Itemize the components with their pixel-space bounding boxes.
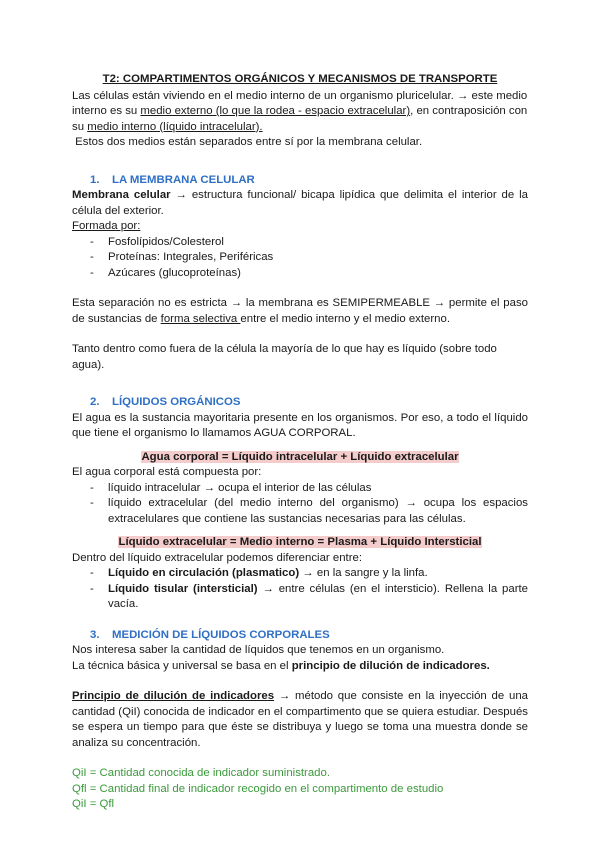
water-paragraph: El agua es la sustancia mayoritaria presente en los organismos. Por eso, a todo el líquido que tiene el organismo lo llamamos AGUA CORPORAL. <box>72 411 528 439</box>
formula-body-water: Agua corporal = Líquido intracelular + Líquido extracelular <box>141 450 459 463</box>
measurement-intro: Nos interesa saber la cantidad de líquidos que tenemos en un organismo. <box>72 644 445 656</box>
intro-line3-a: su <box>72 120 88 133</box>
extracellular-list <box>72 566 528 613</box>
list-item: - Azúcares (glucoproteínas) <box>90 266 528 282</box>
list-item: - Proteínas: Integrales, Periféricas <box>90 250 528 266</box>
section-3-heading <box>90 628 528 644</box>
technique-text: La técnica básica y universal se basa en el <box>72 659 292 672</box>
dilution-term: Principio de dilución de indicadores <box>72 690 275 702</box>
list-item: - Fosfolípidos/Colesterol <box>90 235 528 251</box>
section-1-title: LA MEMBRANA CELULAR <box>112 173 255 186</box>
list-item: - líquido intracelular → ocupa el interior de las células <box>90 481 528 497</box>
list-item <box>90 582 528 613</box>
intro-line3-underlined: medio interno (líquido intracelular). <box>87 120 263 133</box>
composition-intro: El agua corporal está compuesta por: <box>72 466 262 478</box>
tissue-text: → entre células (en el intersticio). Rellena la parte vacía. <box>108 582 528 610</box>
tissue-term: Líquido tisular (intersticial) <box>108 582 258 595</box>
extracellular-intro: Dentro del líquido extracelular podemos diferenciar entre: <box>72 551 362 564</box>
green-equation: QiI = Qfl <box>72 798 115 810</box>
intro-paragraph <box>72 89 528 151</box>
separation-paragraph <box>72 296 528 327</box>
section-3-title: MEDICIÓN DE LÍQUIDOS CORPORALES <box>112 628 330 641</box>
formed-by-label: Formada por: <box>72 220 141 232</box>
intro-line1: Las células están viviendo en el medio interno de un organismo pluricelular. → este medio <box>72 89 528 102</box>
green-definition-qii: QiI = Cantidad conocida de indicador suministrado. <box>72 767 331 779</box>
green-definition-qfl: Qfl = Cantidad final de indicador recogido en el compartimento de estudio <box>72 782 444 795</box>
formula-extracellular: Líquido extracelular = Medio interno = Plasma + Líquido Intersticial <box>118 536 482 548</box>
technique-paragraph <box>72 659 528 675</box>
intro-line2-a: interno es su <box>72 105 141 117</box>
dilution-paragraph <box>72 689 528 751</box>
section-1-heading <box>90 173 528 189</box>
membrane-term: Membrana celular <box>72 189 171 201</box>
section-1-number: 1. <box>90 173 100 186</box>
technique-term: principio de dilución de indicadores. <box>291 659 490 672</box>
plasma-term: Líquido en circulación (plasmatico) <box>108 567 300 579</box>
intro-line2-b: , en contraposición con <box>410 105 528 117</box>
membrane-def-text: → estructura funcional/ bicapa lipídica que delimita el interior de la célula del exterior. <box>72 189 529 217</box>
liquid-paragraph: Tanto dentro como fuera de la célula la mayoría de lo que hay es líquido (sobre todo agua). <box>72 343 497 371</box>
section-2-title: LÍQUIDOS ORGÁNICOS <box>112 396 241 408</box>
separation-text-a: Esta separación no es estricta → la membrana es SEMIPERMEABLE → permite el paso de sustancias de <box>72 297 528 325</box>
dilution-text: → método que consiste en la inyección de una cantidad (QiI) conocida de indicador en el compartimento que se quiera estudiar. Después se espera un tiempo para que éste se distribuya y luego se toma una muestra donde se analiza su concentración. <box>72 690 528 749</box>
membrane-definition <box>72 188 528 219</box>
page-title: T2: COMPARTIMENTOS ORGÁNICOS Y MECANISMOS DE TRANSPORTE <box>102 73 498 85</box>
document-page <box>72 72 528 813</box>
intro-line4: Estos dos medios están separados entre sí por la membrana celular. <box>72 136 423 148</box>
separation-underlined: forma selectiva <box>160 312 241 325</box>
list-item <box>90 566 528 582</box>
section-3-number: 3. <box>90 628 100 641</box>
section-2-heading <box>90 395 528 411</box>
separation-text-b: entre el medio interno y el medio externo. <box>240 312 450 325</box>
intro-line2-underlined: medio externo (lo que la rodea - espacio extracelular) <box>140 105 411 117</box>
section-2-number: 2. <box>90 396 100 408</box>
membrane-components-list <box>72 235 528 282</box>
list-item: - líquido extracelular (del medio interno del organismo) → ocupa los espacios extracelulares que contiene las sustancias necesarias para las células. <box>90 496 528 527</box>
composition-list <box>72 481 528 528</box>
plasma-text: → en la sangre y la linfa. <box>299 567 428 579</box>
